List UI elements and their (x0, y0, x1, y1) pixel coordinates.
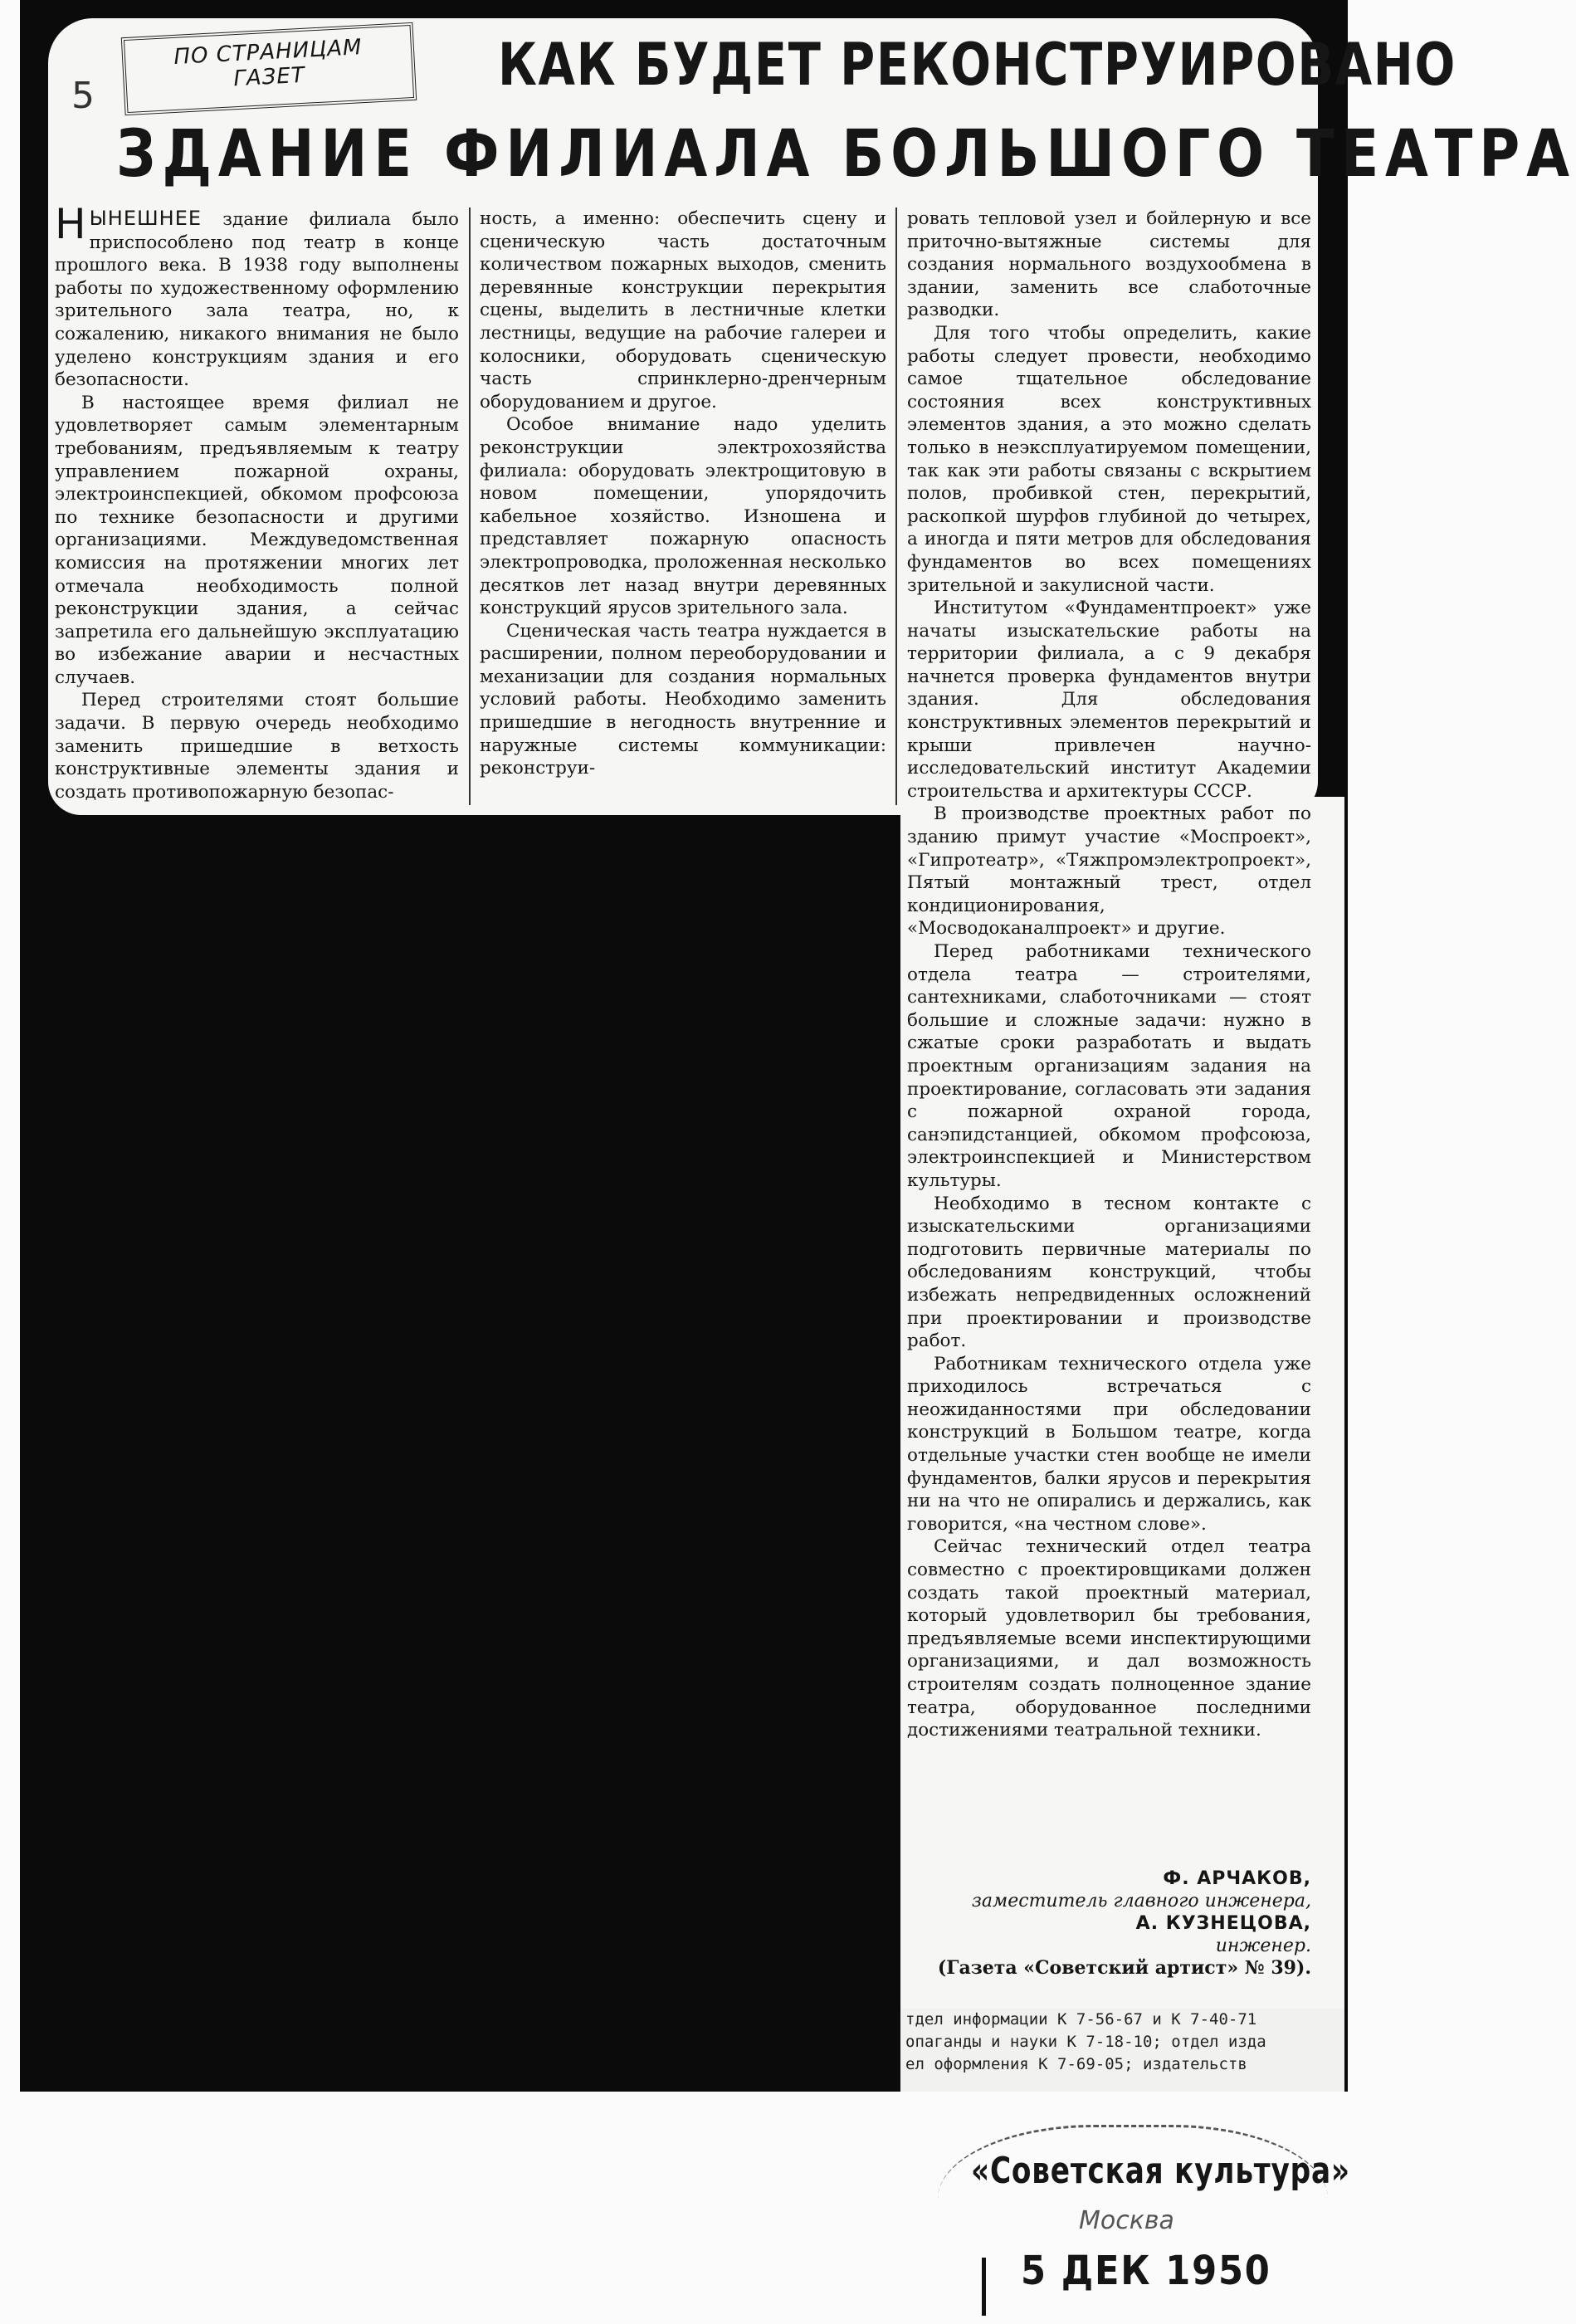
column-rule-2 (895, 208, 897, 805)
stamp-publication: «Советская культура» (971, 2150, 1350, 2192)
headline-line-1: КАК БУДЕТ РЕКОНСТРУИРОВАНО (498, 31, 1456, 99)
article-paragraph-1 (55, 200, 459, 392)
headline-line-2: ЗДАНИЕ ФИЛИАЛА БОЛЬШОГО ТЕАТРА (116, 117, 1576, 192)
stamp-date: 5 ДЕК 1950 (1021, 2248, 1271, 2294)
paragraph-1-text: здание филиала было приспособлено под театр в конце прошлого века. В 1938 году выполнены работы по художественному оформлению зрительного зала театра, но, к сожалению, никакого внимания не было уделено конструкциям здания и его безопасности. (55, 209, 459, 391)
stamp-city: Москва (1079, 2206, 1174, 2235)
archive-stamp (913, 2108, 1350, 2307)
article-paragraph-6: Для того чтобы определить, какие работы следует провести, необходимо самое тщательное обследование состояния всех конструктивных элементов здания, а это можно сделать только в неэксплуатируемом помещении, так как эти работы связаны с вскрытием полов, пробивкой стен, перекрытий, раскопкой шурфов глубиной до четырех, а иногда и пяти метров для обследования фундаментов во всех помещениях зрительной и закулисной части. (907, 322, 1311, 596)
article-paragraph-3-end: ность, а именно: обеспечить сцену и сценическую часть достаточным количеством пожарных выходов, сменить деревянные конструкции перекрытия сцены, выделить в лестничные клетки лестницы, ведущие на рабочие галереи и колосники, оборудовать сценическую часть спринклерно-дренчерным оборудованием и другое. (480, 208, 886, 413)
article-paragraph-8: В производстве проектных работ по зданию примут участие «Моспроект», «Гипротеатр», «Тяжпромэлектропроект», Пятый монтажный трест, отдел кондиционирования, «Мосводоканалпроект» и другие. (907, 803, 1311, 940)
rubric-line-2: ГАЗЕТ (232, 62, 306, 92)
article-column-3 (907, 208, 1311, 1742)
article-paragraph-5-end: ровать тепловой узел и бойлерную и все приточно-вытяжные системы для создания нормального воздухообмена в здании, заменить все слаботочные разводки. (907, 208, 1311, 321)
article-paragraph-3-start: Перед строителями стоят большие задачи. В первую очередь необходимо заменить пришедшие в ветхость конструктивные элементы здания и создать противопожарную безопас- (55, 690, 459, 803)
author-2-name: А. КУЗНЕЦОВА, (1135, 1913, 1311, 1934)
rubric-box (121, 22, 417, 115)
article-paragraph-4: Особое внимание надо уделить реконструкции электрохозяйства филиала: оборудовать электрощитовую в новом помещении, упорядочить кабельное хозяйство. Изношена и представляет пожарную опасность электропроводка, проложенная несколько десятков лет назад внутри деревянных конструкций ярусов зрительного зала. (480, 414, 886, 619)
drop-cap: Н (55, 200, 86, 248)
rubric-line-1: ПО СТРАНИЦАМ (173, 35, 364, 70)
article-paragraph-5-start: Сценическая часть театра нуждается в расширении, полном переоборудовании и механизации для создания нормальных условий работы. Необходимо заменить пришедшие в негодность внутренние и наружные системы коммуникации: реконструи- (480, 620, 886, 779)
lead-word: ЫНЕШНЕЕ (89, 207, 202, 230)
signature-block (907, 1868, 1311, 1980)
article-column-1 (55, 200, 459, 803)
margin-tick (982, 2258, 986, 2316)
margin-mark: 5 (71, 75, 95, 117)
article-paragraph-10: Необходимо в тесном контакте с изыскательскими организациями подготовить первичные материалы по обследованиям конструкций, чтобы избежать непредвиденных осложнений при проектировании и производстве работ. (907, 1193, 1311, 1352)
article-paragraph-9: Перед работниками технического отдела театра — строителями, сантехниками, слаботочниками — стоят большие и сложные задачи: нужно в сжатые сроки разработать и выдать проектным организациям задания на проектирование, согласовать эти задания с пожарной охраной города, санэпидстанцией, обкомом профсоюза, электроинспекцией и Министерством культуры. (907, 941, 1311, 1191)
contacts-line-1: тдел информации К 7-56-67 и К 7-40-71 (905, 2010, 1257, 2029)
source-note: (Газета «Советский артист» № 39). (937, 1957, 1311, 1979)
column-rule-1 (469, 208, 471, 805)
article-paragraph-11: Работникам технического отдела уже приходилось встречаться с неожиданностями при обследовании конструкций в Большом театре, когда отдельные участки стен вообще не имели фундаментов, балки ярусов и перекрытия ни на что не опирались и держались, как говорится, «на честном слове». (907, 1353, 1311, 1535)
article-paragraph-7: Институтом «Фундаментпроект» уже начаты изыскательские работы на территории филиала, а с 9 декабря начнется проверка фундаментов внутри здания. Для обследования конструктивных элементов перекрытий и крыши привлечен научно-исследовательский институт Академии строительства и архитектуры СССР. (907, 598, 1311, 802)
article-column-2 (480, 208, 886, 780)
article-paragraph-2: В настоящее время филиал не удовлетворяет самым элементарным требованиям, предъявляемым к театру управлением пожарной охраны, электроинспекцией, обкомом профсоюза по технике безопасности и другими организациями. Междуведомственная комиссия на протяжении многих лет отмечала необходимость полной реконструкции здания, а сейчас запретила его дальнейшую эксплуатацию во избежание аварии и несчастных случаев. (55, 392, 459, 688)
contacts-line-3: ел оформления К 7-69-05; издательств (905, 2055, 1247, 2073)
article-paragraph-12: Сейчас технический отдел театра совместно с проектировщиками должен создать такой проектный материал, который удовлетворил бы требования, предъявляемые всеми инспектирующими организациями, и дал возможность строителям создать полноценное здание театра, оборудованное последними достижениями театральной техники. (907, 1536, 1311, 1741)
author-2-role: инженер. (1215, 1936, 1311, 1956)
author-1-name: Ф. АРЧАКОВ, (1163, 1868, 1311, 1889)
contacts-line-2: опаганды и науки К 7-18-10; отдел изда (905, 2033, 1266, 2051)
author-1-role: заместитель главного инженера, (971, 1891, 1311, 1911)
bottom-contacts-strip (900, 2009, 1344, 2092)
